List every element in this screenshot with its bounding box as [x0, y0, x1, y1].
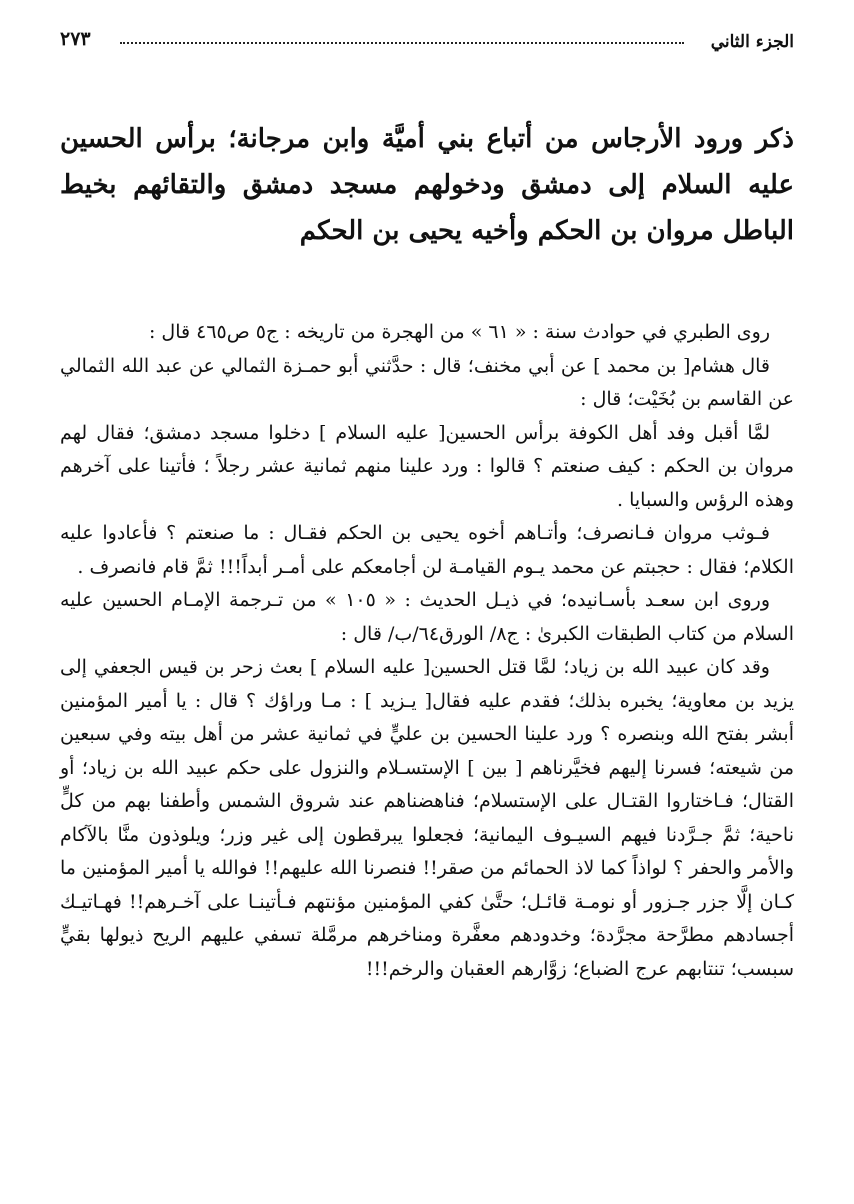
- paragraph: فـوثب مروان فـانصرف؛ وأتـاهم أخوه يحيى بن الحكم فقـال : ما صنعتم ؟ فأعادوا عليه الكلام؛ فقال : حجبتم عن محمد يـوم القيامـة لن أجامعكم على أمـر أبداً!!! ثمَّ قام فانصرف .: [60, 522, 794, 578]
- paragraph: وقد كان عبيد الله بن زياد؛ لمَّا قتل الحسين[ عليه السلام ] بعث زحر بن قيس الجعفي إلى يزيد بن معاوية؛ يخبره بذلك؛ فقدم عليه فقال[ يـزيد ] : مـا وراؤك ؟ قال : يا أمير المؤمنين أبشر بفتح الله وبنصره ؟ ورد علينا الحسين بن عليٍّ في ثمانية عشر من أهل بيته وفي سبعين من شيعته؛ فسرنا إليهم فخيَّرناهم [ بين ] الإستسـلام والنزول على حكم عبيد الله بن زياد؛ أو القتال؛ فـاختاروا القتـال على الإستسلام؛ فناهضناهم عند شروق الشمس وأطفنا بهم من كلٍّ ناحية؛ ثمَّ جـرَّدنا فيهم السيـوف اليمانية؛ فجعلوا يبرقطون إلى غير وزر؛ ويلوذون منَّا بالآكام والأمر والحفر ؟ لواذاً كما لاذ الحمائم من صقر!! فنصرنا الله عليهم!! فوالله يا أمير المؤمنين ما كـان إلَّا جزر جـزور أو نومـة قائـل؛ حتَّىٰ كفي المؤمنين مؤنتهم فـأتينـا على آخـرهم!! فهـاتيـك أجسادهم مطرَّحة مجرَّدة؛ وخدودهم معفَّرة ومناخرهم مرمَّلة تسفي عليهم الريح ذيولها بقيٍّ سبسب؛ تنتابهم عرج الضباع؛ زوَّارهم العقبان والرخم!!!: [60, 656, 794, 980]
- paragraph: لمَّا أقبل وفد أهل الكوفة برأس الحسين[ عليه السلام ] دخلوا مسجد دمشق؛ فقال لهم مروان بن الحكم : كيف صنعتم ؟ قالوا : ورد علينا منهم ثمانية عشر رجلاً ؛ فأتينا على آخرهم وهذه الرؤس والسبايا .: [60, 421, 794, 511]
- paragraph: وروى ابن سعـد بأسـانيده؛ في ذيـل الحديث : « ١٠٥ » من تـرجمة الإمـام الحسين عليه السلام من كتاب الطبقات الكبرىٰ : ج٨/ الورق٦٤/ب/ قال :: [60, 589, 794, 645]
- leader-dots: [120, 42, 684, 44]
- paragraph: قال هشام[ بن محمد ] عن أبي مخنف؛ قال : حدَّثني أبو حمـزة الثمالي عن عبد الله الثمالي عن القاسم بن بُخَيْت؛ قال :: [60, 354, 794, 410]
- part-label: الجزء الثاني: [710, 32, 794, 52]
- body-text: [60, 316, 794, 986]
- running-header: [60, 28, 794, 62]
- paragraph: روى الطبري في حوادث سنة : « ٦١ » من الهجرة من تاريخه : ج٥ ص٤٦٥ قال :: [148, 321, 770, 343]
- page-number: ٢٧٣: [60, 28, 91, 50]
- chapter-title: ذكر ورود الأرجاس من أتباع بني أميَّة وابن مرجانة؛ برأس الحسين عليه السلام إلى دمشق ودخولهم مسجد دمشق والتقائهم بخيط الباطل مروان بن الحكم وأخيه يحيى بن الحكم: [60, 124, 794, 246]
- book-page: [60, 28, 794, 1178]
